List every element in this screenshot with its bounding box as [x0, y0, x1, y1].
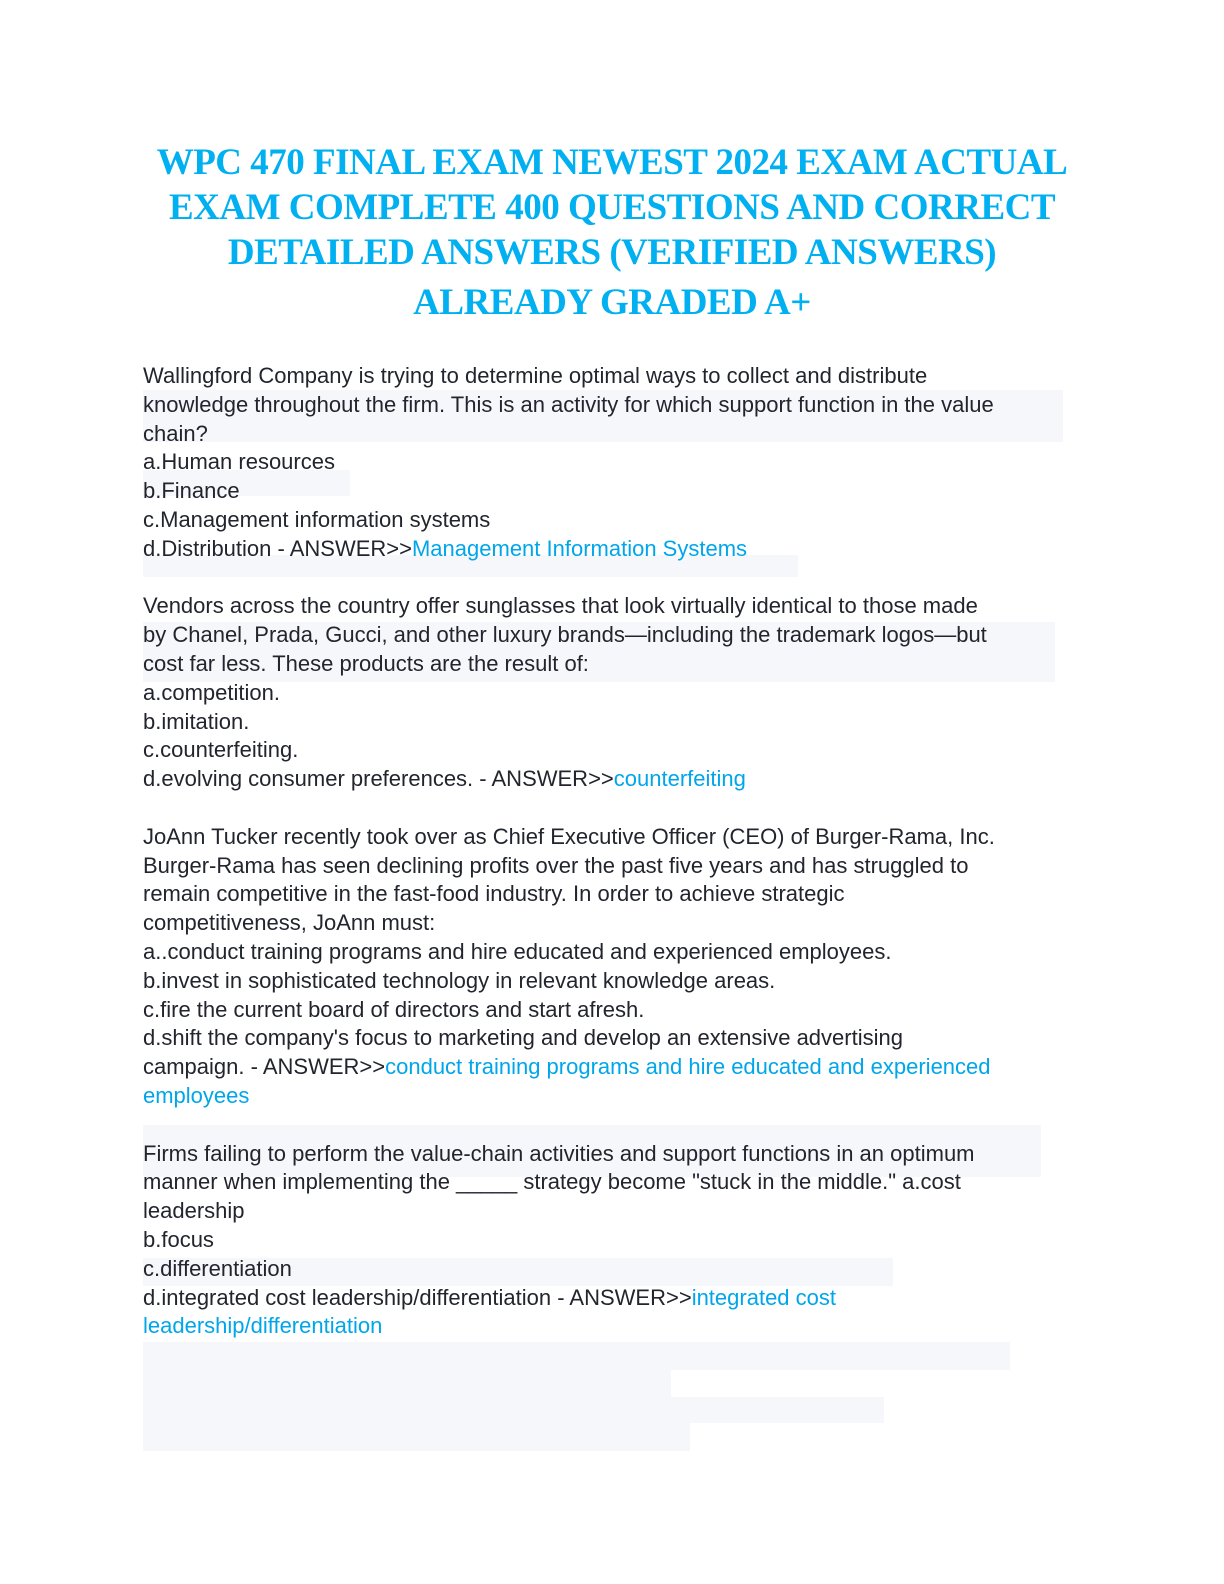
- option-a: a..conduct training programs and hire educated and experienced employees.: [143, 938, 892, 964]
- answer-text: Management Information Systems: [411, 535, 748, 561]
- option-b: b.imitation.: [143, 708, 250, 734]
- question-3: [143, 823, 995, 1111]
- question-text: Wallingford Company is trying to determine optimal ways to collect and distribute: [143, 363, 928, 388]
- answer-prefix: d.integrated cost leadership/differentiation - ANSWER>>: [143, 1284, 692, 1310]
- highlight-block: [143, 1423, 690, 1451]
- title-line: WPC 470 FINAL EXAM NEWEST 2024 EXAM ACTUAL: [156, 142, 1068, 183]
- option-d: d.shift the company's focus to marketing and develop an extensive advertising: [143, 1025, 903, 1051]
- question-text: Vendors across the country offer sunglasses that look virtually identical to those made: [143, 593, 978, 619]
- option-a-cont: leadership: [143, 1198, 245, 1224]
- question-text: knowledge throughout the firm. This is an activity for which support function in the value: [143, 391, 994, 417]
- question-text: remain competitive in the fast-food industry. In order to achieve strategic: [143, 881, 845, 907]
- option-d: [143, 535, 995, 564]
- question-text: Burger-Rama has seen declining profits over the past five years and has struggled to: [143, 852, 969, 878]
- answer-text: employees: [143, 1082, 250, 1108]
- question-2: [143, 592, 995, 794]
- question-text: by Chanel, Prada, Gucci, and other luxury brands—including the trademark logos—but: [143, 622, 987, 648]
- option-b: b.invest in sophisticated technology in relevant knowledge areas.: [143, 967, 776, 993]
- question-text: chain?: [143, 420, 208, 446]
- question-text: JoAnn Tucker recently took over as Chief Executive Officer (CEO) of Burger-Rama, Inc.: [143, 823, 995, 849]
- document-title: [100, 140, 1124, 325]
- option-b: b.Finance: [143, 478, 240, 504]
- option-c: c.differentiation: [143, 1255, 292, 1281]
- question-1: [143, 362, 995, 564]
- answer-prefix: campaign. - ANSWER>>: [143, 1054, 386, 1080]
- option-d-cont: [143, 1053, 995, 1082]
- question-text: manner when implementing the _____ strategy become "stuck in the middle." a.cost: [143, 1169, 961, 1195]
- answer-text: integrated cost: [691, 1284, 836, 1310]
- option-a: a.Human resources: [143, 449, 335, 475]
- answer-text: leadership/differentiation: [143, 1313, 383, 1339]
- question-text: cost far less. These products are the result of:: [143, 650, 589, 676]
- question-4: [143, 1140, 995, 1342]
- question-text: competitiveness, JoAnn must:: [143, 910, 436, 936]
- title-line: DETAILED ANSWERS (VERIFIED ANSWERS): [227, 232, 997, 273]
- option-a: a.competition.: [143, 679, 280, 705]
- question-list: [143, 362, 995, 1370]
- answer-prefix: d.Distribution - ANSWER>>: [143, 535, 412, 561]
- question-text: Firms failing to perform the value-chain activities and support functions in an optimum: [143, 1140, 975, 1166]
- title-line: ALREADY GRADED A+: [413, 282, 811, 323]
- option-c: c.fire the current board of directors and start afresh.: [143, 996, 645, 1022]
- title-line: EXAM COMPLETE 400 QUESTIONS AND CORRECT: [168, 187, 1056, 228]
- highlight-block: [143, 1397, 884, 1423]
- answer-prefix: d.evolving consumer preferences. - ANSWER>>: [143, 766, 614, 792]
- option-c: c.Management information systems: [143, 506, 491, 532]
- answer-text: conduct training programs and hire educated and experienced: [385, 1054, 991, 1080]
- answer-text: counterfeiting: [613, 766, 746, 792]
- highlight-block: [143, 1370, 671, 1398]
- option-b: b.focus: [143, 1226, 214, 1252]
- option-c: c.counterfeiting.: [143, 737, 299, 763]
- option-d: [143, 1284, 995, 1313]
- option-d: [143, 765, 995, 794]
